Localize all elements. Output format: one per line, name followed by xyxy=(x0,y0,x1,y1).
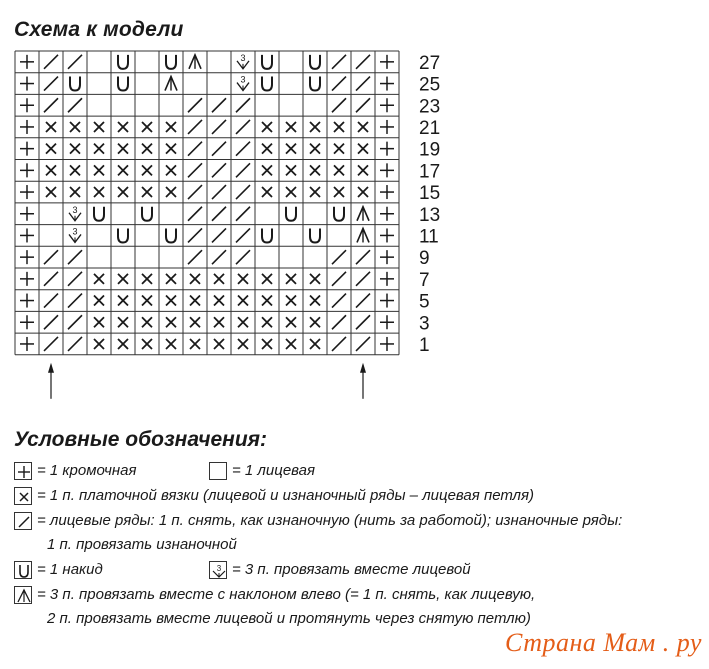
edge-stitch-symbol xyxy=(14,462,32,480)
slip-stitch xyxy=(236,120,250,134)
sk2p-symbol xyxy=(14,586,32,604)
slip-stitch xyxy=(332,55,346,69)
slip-stitch xyxy=(212,142,226,156)
k3tog-stitch: 3 xyxy=(72,204,78,215)
yarn-over xyxy=(310,228,320,242)
slip-stitch xyxy=(236,228,250,242)
slip-stitch xyxy=(44,294,58,308)
slip-stitch xyxy=(356,315,370,329)
slip-stitch xyxy=(188,250,202,264)
yarn-over xyxy=(310,55,320,69)
row-number-label: 25 xyxy=(419,74,441,96)
row-number-label: 11 xyxy=(419,226,439,248)
slip-stitch xyxy=(236,185,250,199)
slip-stitch xyxy=(68,315,82,329)
knit-stitch-symbol xyxy=(209,462,227,480)
k3tog-stitch: 3 xyxy=(72,226,78,237)
yarn-over xyxy=(118,55,128,69)
yarn-over xyxy=(70,77,80,91)
row-number-label: 9 xyxy=(419,248,430,270)
row-number-label: 27 xyxy=(419,52,441,74)
row-number-label: 17 xyxy=(419,161,441,183)
slip-stitch xyxy=(356,98,370,112)
k3tog-symbol xyxy=(209,561,227,579)
row-number-label: 19 xyxy=(419,139,441,161)
repeat-arrow xyxy=(48,363,54,373)
slip-stitch xyxy=(212,228,226,242)
slip-stitch xyxy=(188,228,202,242)
slip-stitch xyxy=(68,250,82,264)
row-number-label: 15 xyxy=(419,183,441,205)
slip-stitch xyxy=(236,207,250,221)
legend-sk2p-text-1: = 3 п. провязать вместе с наклоном влево (= 1 п. снять, как лицевую, xyxy=(37,586,536,603)
legend-k3tog-text: = 3 п. провязать вместе лицевой xyxy=(232,561,471,578)
legend-slip-text-2: 1 п. провязать изнаночной xyxy=(47,536,237,553)
yarn-over xyxy=(118,228,128,242)
slip-stitch xyxy=(356,272,370,286)
slip-stitch xyxy=(188,98,202,112)
k3tog-stitch: 3 xyxy=(240,52,246,63)
legend-sk2p-text-2: 2 п. провязать вместе лицевой и протянуть через снятую петлю) xyxy=(47,610,531,627)
legend-yarn-over-text: = 1 накид xyxy=(37,561,103,578)
slip-stitch xyxy=(332,337,346,351)
yarn-over xyxy=(118,77,128,91)
row-number-label: 21 xyxy=(419,117,441,139)
slip-stitch xyxy=(44,55,58,69)
chart-title: Схема к модели xyxy=(14,18,184,41)
slip-stitch xyxy=(68,55,82,69)
slip-stitch xyxy=(212,98,226,112)
slip-stitch xyxy=(356,250,370,264)
slip-stitch xyxy=(212,185,226,199)
yarn-over xyxy=(94,207,104,221)
yarn-over xyxy=(262,55,272,69)
k3tog-stitch: 3 xyxy=(240,74,246,85)
legend-title: Условные обозначения: xyxy=(14,428,268,451)
row-number-label: 5 xyxy=(419,291,430,313)
slip-stitch xyxy=(188,142,202,156)
legend-edge-text: = 1 кромочная xyxy=(37,462,137,479)
legend-knit-text: = 1 лицевая xyxy=(232,462,316,479)
row-number-label: 13 xyxy=(419,204,441,226)
slip-stitch xyxy=(332,272,346,286)
legend-garter-text: = 1 п. платочной вязки (лицевой и изнаночный ряды – лицевая петля) xyxy=(37,487,534,504)
slip-stitch xyxy=(212,250,226,264)
yarn-over xyxy=(262,77,272,91)
slip-stitch xyxy=(68,294,82,308)
yarn-over-symbol xyxy=(14,561,32,579)
row-number-label: 1 xyxy=(419,334,430,356)
svg-text:3: 3 xyxy=(216,564,222,573)
legend-slip-text-1: = лицевые ряды: 1 п. снять, как изнаночную (нить за работой); изнаночные ряды: xyxy=(37,512,623,529)
slip-stitch xyxy=(236,250,250,264)
slip-stitch xyxy=(236,163,250,177)
row-number-label: 23 xyxy=(419,96,441,118)
slip-stitch xyxy=(212,163,226,177)
slip-stitch xyxy=(236,98,250,112)
yarn-over xyxy=(166,55,176,69)
slip-stitch xyxy=(188,185,202,199)
slip-stitch xyxy=(188,120,202,134)
slip-stitch xyxy=(44,272,58,286)
slip-stitch xyxy=(236,142,250,156)
slip-stitch xyxy=(44,315,58,329)
watermark-logo: Страна Мам . ру xyxy=(505,628,702,657)
row-number-label: 3 xyxy=(419,313,430,335)
slip-stitch xyxy=(44,98,58,112)
slip-stitch xyxy=(188,207,202,221)
slip-stitch xyxy=(188,163,202,177)
slip-stitch xyxy=(68,272,82,286)
slip-stitch xyxy=(332,315,346,329)
slip-stitch xyxy=(44,77,58,91)
yarn-over xyxy=(166,228,176,242)
slip-stitch xyxy=(332,77,346,91)
slip-stitch xyxy=(44,337,58,351)
slip-stitch xyxy=(356,77,370,91)
yarn-over xyxy=(142,207,152,221)
slip-stitch xyxy=(212,207,226,221)
yarn-over xyxy=(286,207,296,221)
garter-stitch-symbol xyxy=(14,487,32,505)
slip-stitch xyxy=(212,120,226,134)
yarn-over xyxy=(262,228,272,242)
slip-stitch xyxy=(356,337,370,351)
repeat-arrow xyxy=(360,363,366,373)
slip-stitch xyxy=(68,337,82,351)
yarn-over xyxy=(334,207,344,221)
slip-stitch xyxy=(44,250,58,264)
slip-stitch xyxy=(68,98,82,112)
slip-stitch xyxy=(332,294,346,308)
yarn-over xyxy=(310,77,320,91)
slip-stitch xyxy=(356,294,370,308)
slip-stitch xyxy=(356,55,370,69)
slip-stitch-symbol xyxy=(14,512,32,530)
slip-stitch xyxy=(332,250,346,264)
row-number-label: 7 xyxy=(419,269,430,291)
slip-stitch xyxy=(332,98,346,112)
